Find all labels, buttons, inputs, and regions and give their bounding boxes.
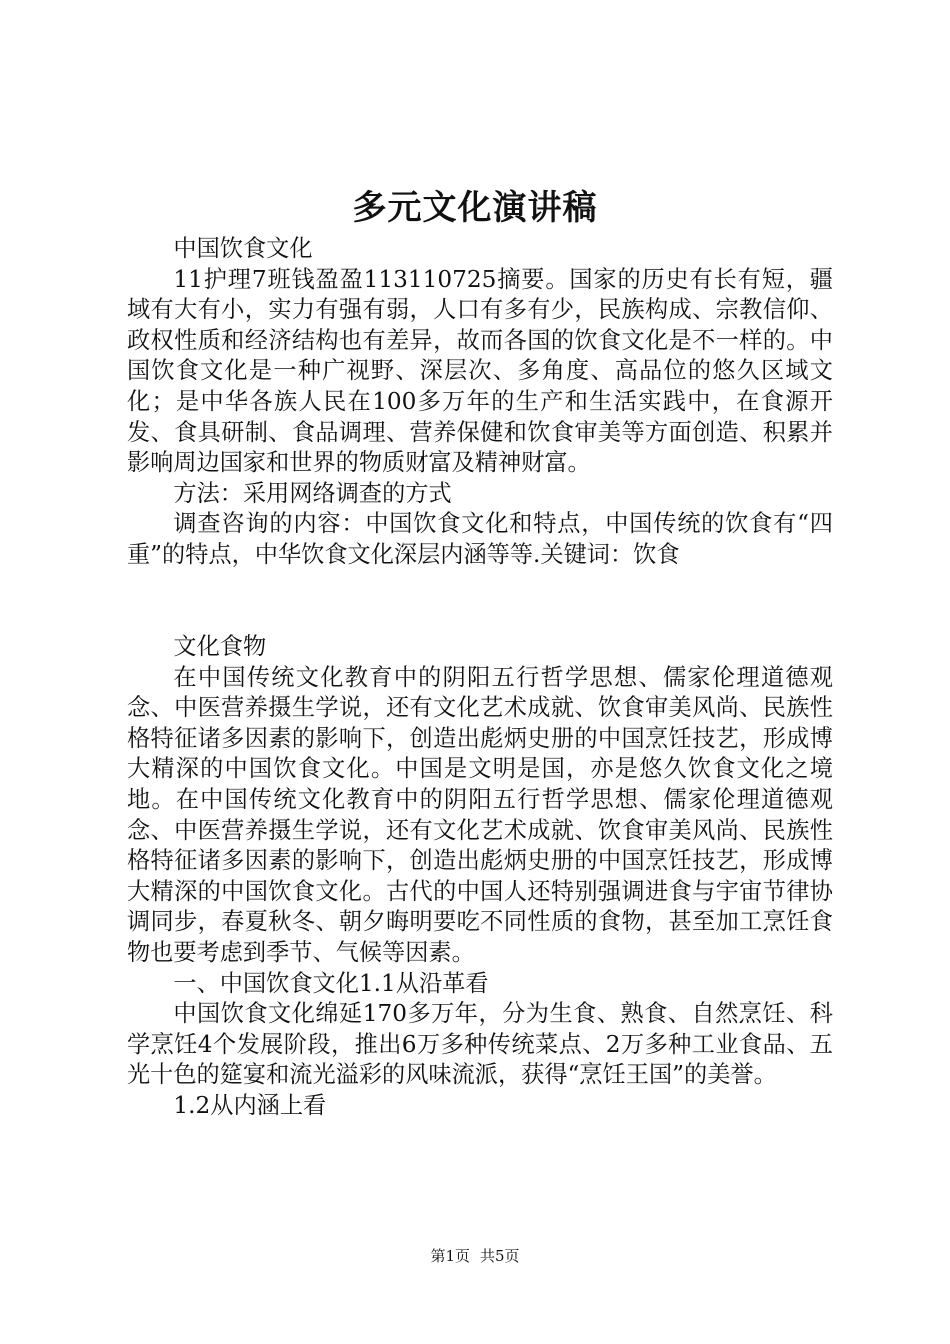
paragraph: 中国饮食文化 — [173, 235, 313, 262]
paragraph: 方法：采用网络调查的方式 — [173, 479, 452, 507]
body-text-block-2 — [127, 632, 833, 1122]
paragraph: 一、中国饮食文化1.1从沿革看 — [173, 969, 489, 997]
page-footer — [0, 1246, 950, 1266]
paragraph: 调查咨询的内容：中国饮食文化和特点，中国传统的饮食有“四重”的特点，中华饮食文化深层内涵等等.关键词：饮食 — [127, 510, 833, 568]
page-total: 共5页 — [480, 1247, 520, 1265]
body-text-block-1 — [127, 234, 833, 571]
page-number: 第1页 — [430, 1247, 470, 1265]
document-title: 多元文化演讲稿 — [352, 188, 598, 228]
paragraph: 中国饮食文化绵延170多万年，分为生食、熟食、自然烹饪、科学烹饪4个发展阶段，推出6万多种传统菜点、2万多种工业食品、五光十色的筵宴和流光溢彩的风味流派，获得“烹饪王国”的美誉。 — [127, 1000, 833, 1089]
paragraph: 11护理7班钱盈盈113110725摘要。国家的历史有长有短，疆域有大有小，实力有强有弱，人口有多有少，民族构成、宗教信仰、政权性质和经济结构也有差异，故而各国的饮食文化是不一样的。中国饮食文化是一种广视野、深层次、多角度、高品位的悠久区域文化；是中华各族人民在100多万年的生产和生活实践中，在食源开发、食具研制、食品调理、营养保健和饮食审美等方面创造、积累并影响周边国家和世界的物质财富及精神财富。 — [127, 265, 833, 477]
paragraph: 在中国传统文化教育中的阴阳五行哲学思想、儒家伦理道德观念、中医营养摄生学说，还有文化艺术成就、饮食审美风尚、民族性格特征诸多因素的影响下，创造出彪炳史册的中国烹饪技艺，形成博大精深的中国饮食文化。中国是文明是国，亦是悠久饮食文化之境地。在中国传统文化教育中的阴阳五行哲学思想、儒家伦理道德观念、中医营养摄生学说，还有文化艺术成就、饮食审美风尚、民族性格特征诸多因素的影响下，创造出彪炳史册的中国烹饪技艺，形成博大精深的中国饮食文化。古代的中国人还特别强调进食与宇宙节律协调同步，春夏秋冬、朝夕晦明要吃不同性质的食物，甚至加工烹饪食物也要考虑到季节、气候等因素。 — [127, 663, 833, 966]
paragraph: 文化食物 — [173, 633, 267, 660]
paragraph: 1.2从内涵上看 — [173, 1091, 327, 1119]
